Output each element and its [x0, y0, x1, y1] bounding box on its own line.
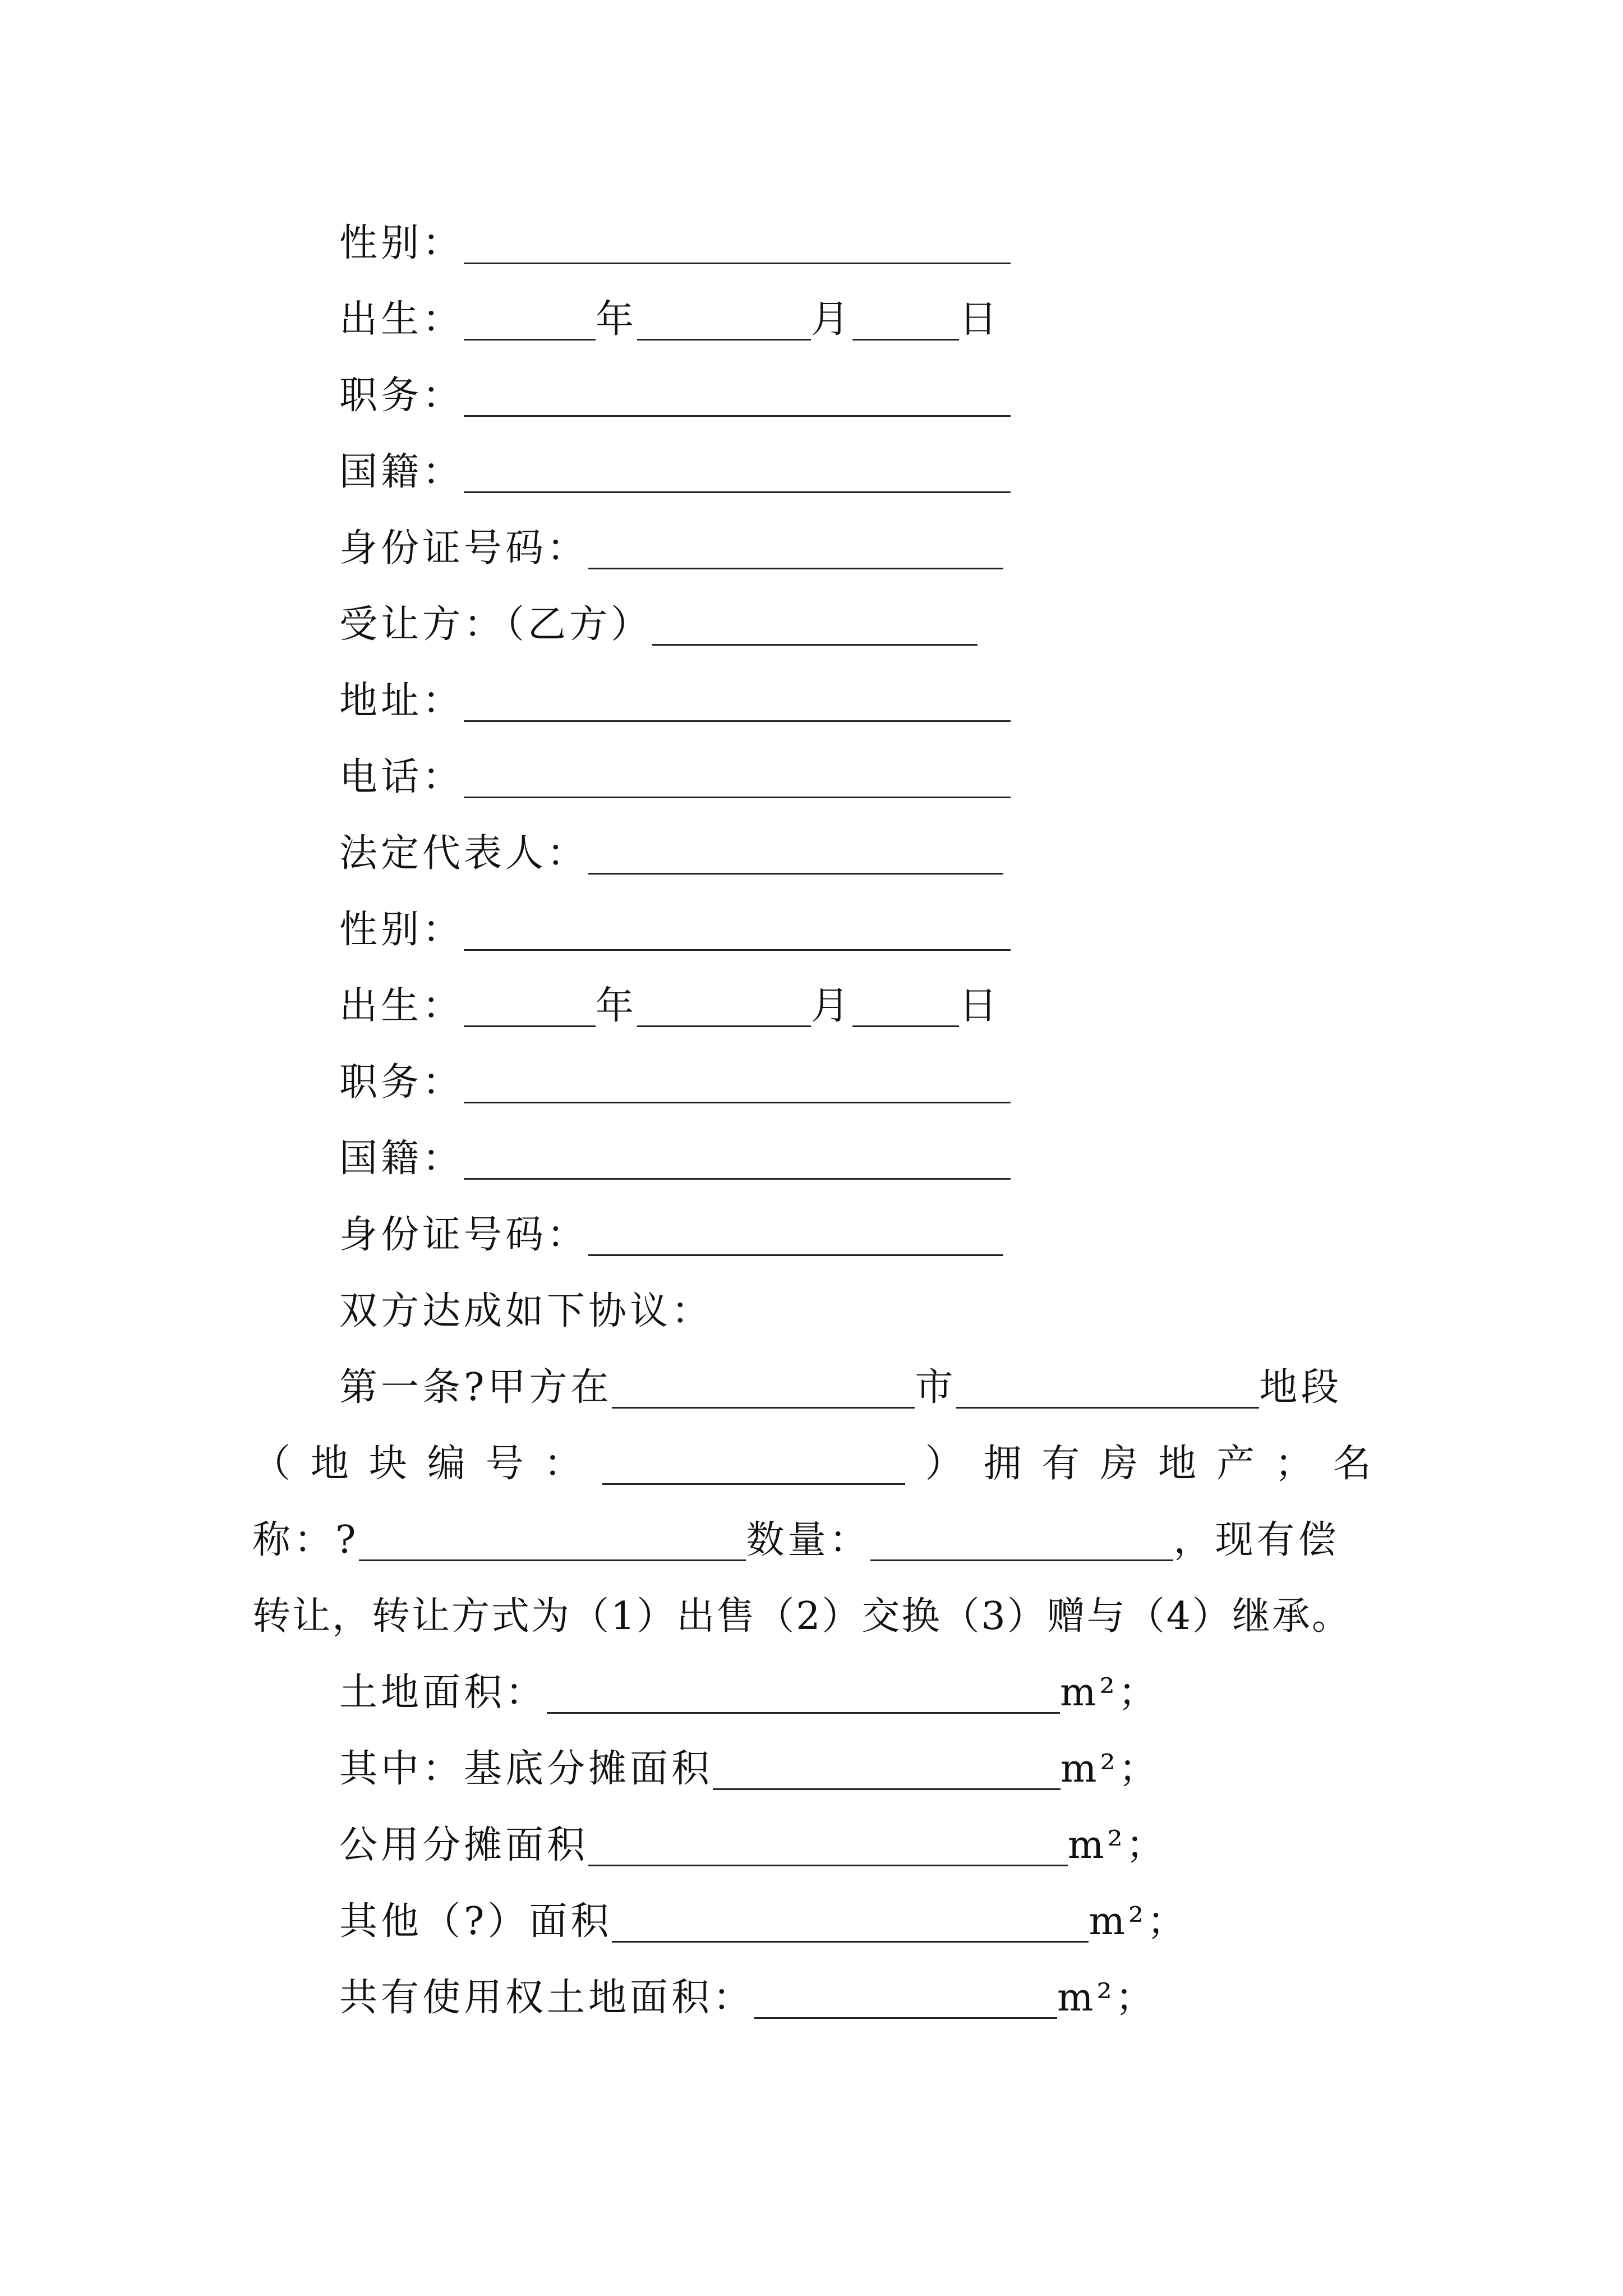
birth-label: 出生：	[339, 297, 464, 342]
birth-day-blank[interactable]	[852, 316, 959, 341]
city-blank[interactable]	[612, 1384, 915, 1409]
base-area-blank[interactable]	[713, 1766, 1061, 1790]
char: （	[252, 1442, 291, 1486]
other-area-blank[interactable]	[612, 1918, 1089, 1943]
gender-blank[interactable]	[464, 927, 1011, 951]
phone-line	[339, 744, 1011, 811]
gender-label: 性别：	[339, 908, 464, 952]
position-blank[interactable]	[464, 393, 1011, 417]
char: 拥	[983, 1442, 1022, 1486]
section-blank[interactable]	[956, 1384, 1259, 1409]
birth-day-blank[interactable]	[852, 1003, 959, 1027]
char: 产	[1216, 1442, 1255, 1486]
transferee-blank[interactable]	[652, 622, 978, 646]
birth-label: 出生：	[339, 984, 464, 1028]
shared-area-label: 共有使用权土地面积：	[339, 1976, 755, 2020]
unit-label: m²；	[1089, 1899, 1189, 1944]
legal-rep-line	[339, 820, 1003, 887]
quantity-label: 数量：	[746, 1518, 871, 1562]
name-blank[interactable]	[359, 1537, 746, 1561]
day-label: 日	[959, 984, 1001, 1028]
article-1-line-1	[339, 1354, 1343, 1421]
id-blank[interactable]	[588, 545, 1003, 569]
month-label: 月	[811, 984, 853, 1028]
quantity-blank[interactable]	[870, 1537, 1173, 1561]
land-area-line	[339, 1659, 1160, 1727]
gender-line-a	[339, 210, 1011, 277]
char: 房	[1100, 1442, 1138, 1486]
char: 地	[310, 1442, 349, 1486]
id-line-a	[339, 515, 1003, 582]
shared-area-blank[interactable]	[754, 1995, 1057, 2019]
other-area-line	[339, 1888, 1188, 1955]
unit-label: m²；	[1060, 1671, 1160, 1715]
id-blank[interactable]	[588, 1232, 1003, 1256]
transfer-methods: 转让，转让方式为（1）出售（2）交换（3）赠与（4）继承。	[252, 1594, 1352, 1639]
address-label: 地址：	[339, 679, 464, 723]
id-line-b	[339, 1202, 1003, 1269]
city-label: 市	[915, 1365, 957, 1410]
article-1-line-4	[252, 1583, 1352, 1650]
birth-year-blank[interactable]	[464, 1003, 596, 1027]
public-area-blank[interactable]	[588, 1842, 1068, 1866]
year-label: 年	[596, 297, 638, 342]
article-1-line-2	[252, 1430, 1371, 1498]
nationality-label: 国籍：	[339, 450, 464, 494]
unit-label: m²；	[1068, 1823, 1168, 1867]
phone-blank[interactable]	[464, 774, 1011, 798]
birth-line-a	[339, 286, 1000, 353]
char: ；	[1274, 1442, 1313, 1486]
unit-label: m²；	[1061, 1747, 1160, 1791]
article-1-tail: ，现有偿	[1173, 1518, 1340, 1562]
article-1-line-3	[252, 1507, 1340, 1574]
nationality-line-b	[339, 1125, 1011, 1193]
article-1-line-2-justified	[252, 1430, 1371, 1498]
char: 编	[427, 1442, 465, 1486]
unit-label: m²；	[1057, 1976, 1157, 2020]
char: ：	[543, 1442, 582, 1486]
nationality-label: 国籍：	[339, 1137, 464, 1181]
position-label: 职务：	[339, 1060, 464, 1105]
gender-line-b	[339, 896, 1011, 964]
land-area-blank[interactable]	[547, 1690, 1060, 1714]
day-label: 日	[959, 297, 1001, 342]
public-area-line	[339, 1812, 1168, 1879]
month-label: 月	[811, 297, 853, 342]
char: 地	[1158, 1442, 1197, 1486]
other-area-label: 其他（?）面积	[339, 1899, 612, 1944]
nationality-blank[interactable]	[464, 1156, 1011, 1180]
article-1-lead: 第一条?甲方在	[339, 1365, 612, 1410]
base-area-line	[339, 1736, 1160, 1803]
id-label: 身份证号码：	[339, 1213, 589, 1257]
position-label: 职务：	[339, 374, 464, 418]
agreement-intro-text: 双方达成如下协议：	[339, 1289, 713, 1333]
gender-blank[interactable]	[464, 240, 1011, 264]
legal-rep-label: 法定代表人：	[339, 831, 589, 876]
birth-month-blank[interactable]	[637, 1003, 811, 1027]
year-label: 年	[596, 984, 638, 1028]
gender-label: 性别：	[339, 221, 464, 265]
birth-month-blank[interactable]	[637, 316, 811, 341]
char: 号	[485, 1442, 524, 1486]
transferee-line	[339, 591, 978, 659]
nationality-line-a	[339, 439, 1011, 506]
char: 块	[368, 1442, 407, 1486]
legal-rep-blank[interactable]	[588, 850, 1003, 875]
phone-label: 电话：	[339, 755, 464, 799]
name-label: 称：?	[252, 1518, 359, 1562]
address-blank[interactable]	[464, 698, 1011, 722]
position-blank[interactable]	[464, 1079, 1011, 1103]
birth-line-b	[339, 973, 1000, 1040]
nationality-blank[interactable]	[464, 469, 1011, 493]
shared-area-line	[339, 1964, 1157, 2032]
base-area-label: 其中：基底分摊面积	[339, 1747, 713, 1791]
char: 名	[1332, 1442, 1371, 1486]
agreement-intro	[339, 1278, 713, 1345]
birth-year-blank[interactable]	[464, 316, 596, 341]
address-line	[339, 668, 1011, 735]
section-label: 地段	[1259, 1365, 1343, 1410]
public-area-label: 公用分摊面积	[339, 1823, 589, 1867]
char: 有	[1041, 1442, 1080, 1486]
plot-number-blank[interactable]	[602, 1461, 905, 1485]
position-line-b	[339, 1049, 1011, 1116]
transferee-label: 受让方：（乙方）	[339, 602, 653, 647]
position-line-a	[339, 362, 1011, 430]
id-label: 身份证号码：	[339, 526, 589, 570]
char: ）	[925, 1442, 963, 1486]
land-area-label: 土地面积：	[339, 1671, 547, 1715]
